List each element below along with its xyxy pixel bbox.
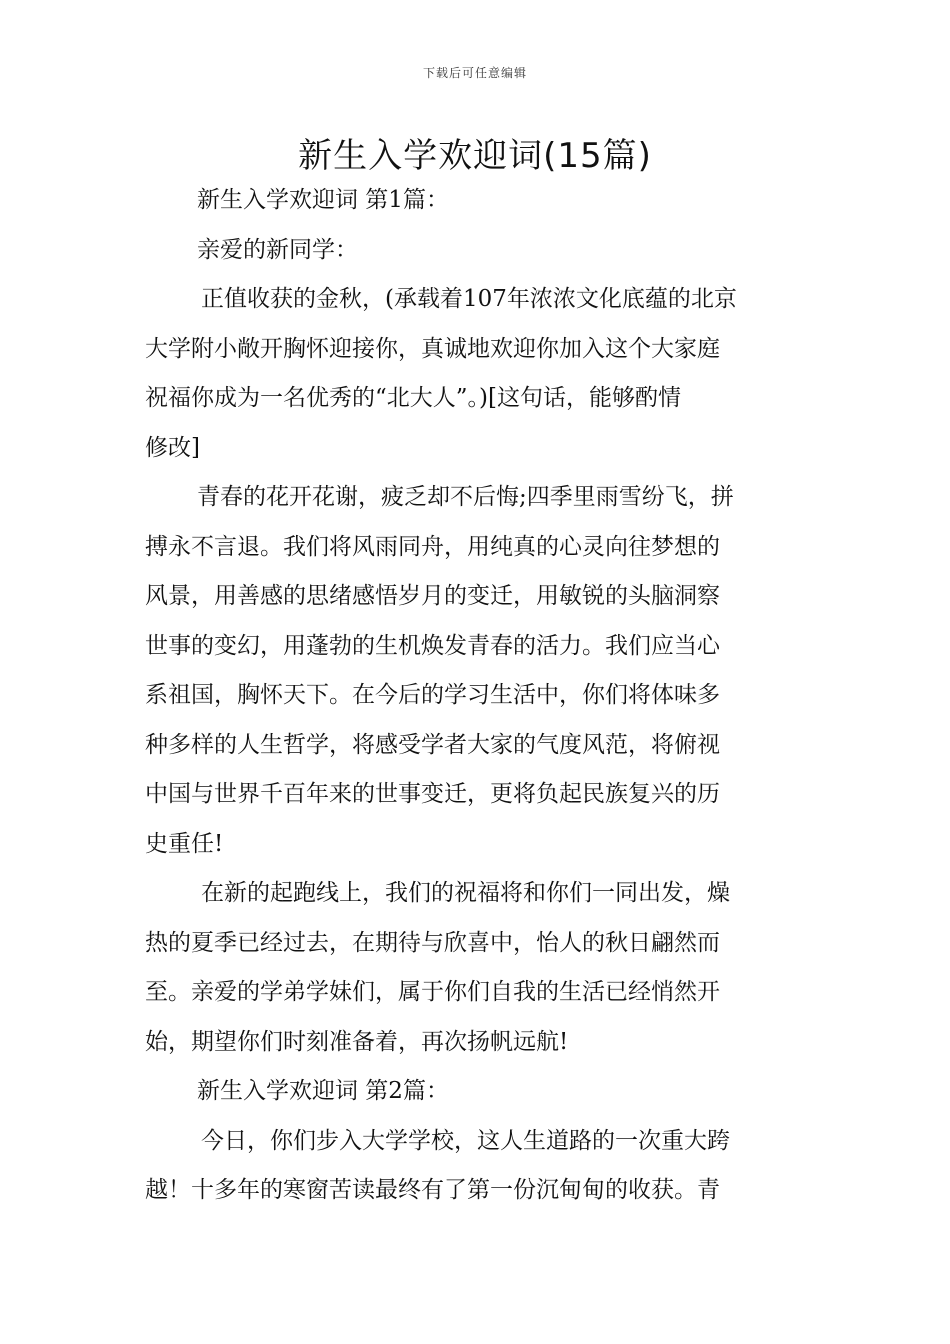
paragraph-line: 正值收获的金秋，(承载着107年浓浓文化底蕴的北京 xyxy=(201,286,737,312)
paragraph-line: 今日，你们步入大学学校，这人生道路的一次重大跨 xyxy=(201,1127,730,1154)
paragraph-line: 修改] xyxy=(145,434,200,461)
paragraph-line: 至。亲爱的学弟学妹们，属于你们自我的生活已经悄然开 xyxy=(145,979,720,1005)
paragraph-line: 世事的变幻，用蓬勃的生机焕发青春的活力。我们应当心 xyxy=(145,632,720,659)
paragraph-line: 大学附小敞开胸怀迎接你，真诚地欢迎你加入这个大家庭 xyxy=(145,335,720,362)
section-heading-1: 新生入学欢迎词 第1篇： xyxy=(197,187,449,213)
document-body xyxy=(145,176,810,1216)
paragraph-line: 中国与世界千百年来的世事变迁，更将负起民族复兴的历 xyxy=(145,781,720,807)
paragraph-line: 史重任! xyxy=(145,830,224,857)
paragraph-line: 祝福你成为一名优秀的“北大人”。)[这句话，能够酌情 xyxy=(145,385,681,411)
paragraph-line: 种多样的人生哲学，将感受学者大家的气度风范，将俯视 xyxy=(145,731,720,758)
section-heading-2: 新生入学欢迎词 第2篇： xyxy=(197,1078,449,1104)
paragraph-line: 青春的花开花谢，疲乏却不后悔;四季里雨雪纷飞，拼 xyxy=(197,484,734,510)
paragraph-line: 在新的起跑线上，我们的祝福将和你们一同出发，燥 xyxy=(201,880,730,906)
paragraph-line: 始，期望你们时刻准备着，再次扬帆远航! xyxy=(145,1028,569,1055)
paragraph-line: 系祖国，胸怀天下。在今后的学习生活中，你们将体味多 xyxy=(145,682,720,708)
paragraph-line: 风景，用善感的思绪感悟岁月的变迁，用敏锐的头脑洞察 xyxy=(145,583,720,609)
header-note: 下载后可任意编辑 xyxy=(422,66,527,80)
salutation: 亲爱的新同学： xyxy=(197,236,358,263)
paragraph-line: 热的夏季已经过去，在期待与欣喜中，怡人的秋日翩然而 xyxy=(145,929,720,956)
paragraph-line: 越！十多年的寒窗苦读最终有了第一份沉甸甸的收获。青 xyxy=(145,1177,720,1203)
document-title: 新生入学欢迎词(15篇) xyxy=(298,136,652,176)
paragraph-line: 搏永不言退。我们将风雨同舟，用纯真的心灵向往梦想的 xyxy=(145,533,720,560)
